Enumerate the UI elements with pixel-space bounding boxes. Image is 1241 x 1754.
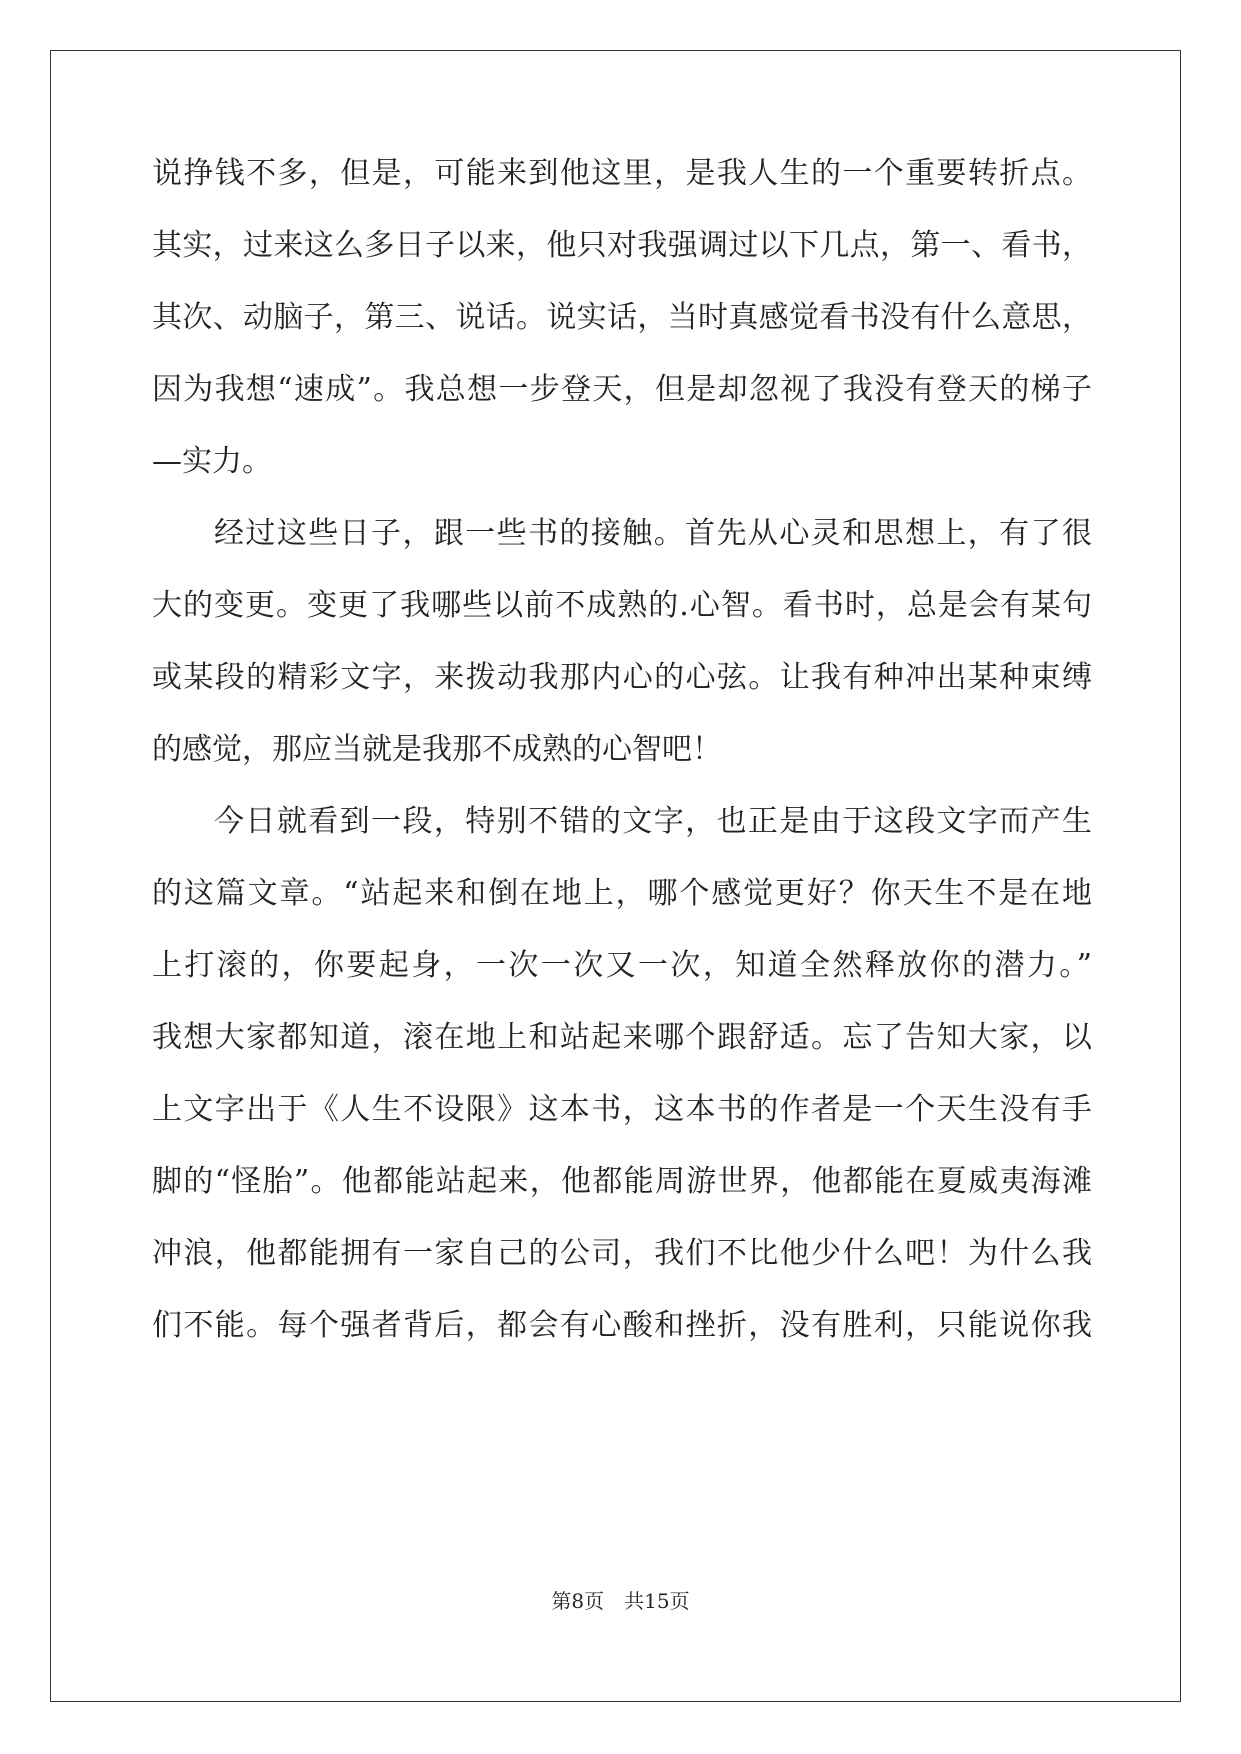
text-line: 上打滚的，你要起身，一次一次又一次，知道全然释放你的潜力。” <box>152 948 1092 983</box>
page-number: 第8页 <box>551 1589 605 1613</box>
text-line: 说挣钱不多，但是，可能来到他这里，是我人生的一个重要转折点。 <box>152 156 1092 191</box>
paragraph-first-line: 经过这些日子，跟一些书的接触。首先从心灵和思想上，有了很 <box>214 516 1092 551</box>
text-line: 脚的“怪胎”。他都能站起来，他都能周游世界，他都能在夏威夷海滩 <box>152 1164 1092 1199</box>
text-line: 冲浪，他都能拥有一家自己的公司，我们不比他少什么吧！为什么我 <box>152 1236 1092 1271</box>
paragraph-first-line: 今日就看到一段，特别不错的文字，也正是由于这段文字而产生 <box>214 804 1092 839</box>
text-line: 或某段的精彩文字，来拨动我那内心的心弦。让我有种冲出某种束缚 <box>152 660 1092 695</box>
text-line: 其实，过来这么多日子以来，他只对我强调过以下几点，第一、看书， <box>152 228 1092 263</box>
text-line: 我想大家都知道，滚在地上和站起来哪个跟舒适。忘了告知大家，以 <box>152 1020 1092 1055</box>
text-line: —实力。 <box>152 444 272 479</box>
page-footer <box>0 1585 1241 1614</box>
page-total: 共15页 <box>624 1589 690 1613</box>
text-line: 上文字出于《人生不设限》这本书，这本书的作者是一个天生没有手 <box>152 1092 1092 1127</box>
text-line: 的感觉，那应当就是我那不成熟的心智吧！ <box>152 732 722 767</box>
text-line: 其次、动脑子，第三、说话。说实话，当时真感觉看书没有什么意思， <box>152 300 1092 335</box>
text-line: 大的变更。变更了我哪些以前不成熟的.心智。看书时，总是会有某句 <box>152 588 1092 623</box>
text-line: 们不能。每个强者背后，都会有心酸和挫折，没有胜利，只能说你我 <box>152 1308 1092 1343</box>
text-line: 因为我想“速成”。我总想一步登天，但是却忽视了我没有登天的梯子 <box>152 372 1092 407</box>
text-line: 的这篇文章。“站起来和倒在地上，哪个感觉更好？你天生不是在地 <box>152 876 1092 911</box>
